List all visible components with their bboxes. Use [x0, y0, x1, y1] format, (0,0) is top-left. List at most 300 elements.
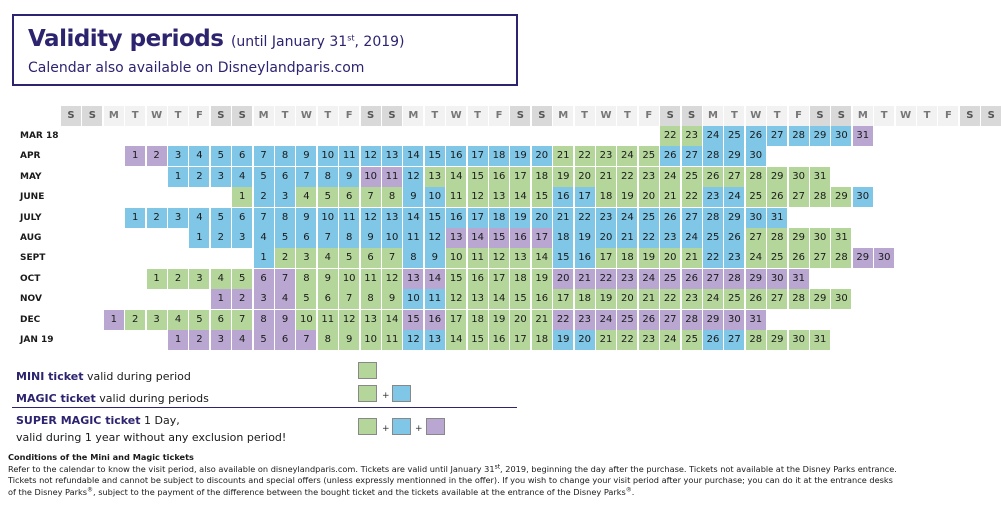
day-cell: 8 [403, 248, 423, 268]
weekday-header: M [703, 106, 723, 126]
day-cell: 15 [468, 330, 488, 350]
title-text: Validity periods [28, 26, 224, 52]
day-cell: 28 [767, 228, 787, 248]
day-cell: 31 [789, 269, 809, 289]
day-cell: 6 [254, 269, 274, 289]
day-cell: 20 [575, 330, 595, 350]
conditions-text-2 [8, 475, 893, 497]
day-cell: 27 [746, 228, 766, 248]
day-cell: 29 [724, 208, 744, 228]
subtitle-post: , 2019) [354, 34, 405, 50]
super-magic-ticket-legend [16, 414, 180, 427]
day-cell: 27 [724, 330, 744, 350]
day-cell: 14 [425, 269, 445, 289]
day-cell: 5 [254, 167, 274, 187]
conditions-section [8, 452, 903, 497]
day-cell: 10 [446, 248, 466, 268]
day-cell: 10 [425, 187, 445, 207]
day-cell: 21 [639, 289, 659, 309]
day-cell: 4 [254, 228, 274, 248]
plus-sign: + [382, 424, 390, 434]
day-cell: 16 [446, 146, 466, 166]
day-cell: 13 [425, 167, 445, 187]
day-cell: 30 [810, 228, 830, 248]
day-cell: 21 [682, 248, 702, 268]
day-cell: 22 [596, 269, 616, 289]
weekday-header: T [125, 106, 145, 126]
day-cell: 7 [318, 228, 338, 248]
day-cell: 6 [318, 289, 338, 309]
day-cell: 20 [575, 167, 595, 187]
day-cell: 29 [810, 289, 830, 309]
day-cell: 16 [575, 248, 595, 268]
weekday-header: S [831, 106, 851, 126]
cond-text1-post: , 2019, beginning the day after the purchase. Tickets not available at the Disney Parks entrance. [500, 464, 897, 475]
day-cell: 14 [489, 289, 509, 309]
day-cell: 30 [831, 289, 851, 309]
day-cell: 13 [489, 187, 509, 207]
day-cell: 27 [767, 289, 787, 309]
day-cell: 25 [639, 146, 659, 166]
day-cell: 2 [254, 187, 274, 207]
supermagic-blue-swatch [392, 418, 411, 435]
day-cell: 8 [275, 208, 295, 228]
day-cell: 10 [361, 167, 381, 187]
day-cell: 18 [489, 146, 509, 166]
day-cell: 25 [660, 269, 680, 289]
month-label: JUNE [20, 192, 45, 203]
weekday-header: S [510, 106, 530, 126]
day-cell: 23 [639, 330, 659, 350]
day-cell: 3 [168, 208, 188, 228]
day-cell: 19 [532, 269, 552, 289]
day-cell: 1 [254, 248, 274, 268]
day-cell: 12 [403, 330, 423, 350]
day-cell: 28 [724, 269, 744, 289]
day-cell: 22 [660, 289, 680, 309]
day-cell: 11 [403, 228, 423, 248]
day-cell: 19 [617, 187, 637, 207]
day-cell: 29 [831, 187, 851, 207]
cond-text2-reg1: ® [87, 486, 94, 494]
weekday-header: S [361, 106, 381, 126]
day-cell: 30 [746, 146, 766, 166]
day-cell: 24 [682, 228, 702, 248]
day-cell: 5 [211, 146, 231, 166]
day-cell: 11 [468, 248, 488, 268]
day-cell: 15 [553, 248, 573, 268]
day-cell: 22 [617, 330, 637, 350]
day-cell: 19 [510, 208, 530, 228]
super-magic-desc-2: valid during 1 year without any exclusion period! [16, 431, 287, 444]
day-cell: 5 [211, 208, 231, 228]
month-label: MAR 18 [20, 131, 59, 141]
day-cell: 11 [339, 146, 359, 166]
day-cell: 16 [532, 289, 552, 309]
day-cell: 21 [553, 208, 573, 228]
weekday-header: T [617, 106, 637, 126]
weekday-header: W [147, 106, 167, 126]
weekday-header: T [874, 106, 894, 126]
day-cell: 26 [639, 310, 659, 330]
conditions-title: Conditions of the Mini and Magic tickets [8, 452, 194, 462]
day-cell: 26 [724, 228, 744, 248]
day-cell: 18 [532, 167, 552, 187]
weekday-header: S [382, 106, 402, 126]
day-cell: 18 [532, 330, 552, 350]
day-cell: 5 [275, 228, 295, 248]
weekday-header: M [104, 106, 124, 126]
day-cell: 20 [596, 228, 616, 248]
day-cell: 14 [510, 187, 530, 207]
day-cell: 14 [403, 208, 423, 228]
day-cell: 7 [382, 248, 402, 268]
magic-ticket-name: MAGIC ticket [16, 392, 96, 405]
day-cell: 27 [767, 126, 787, 146]
day-cell: 15 [510, 289, 530, 309]
day-cell: 5 [339, 248, 359, 268]
day-cell: 14 [382, 310, 402, 330]
day-cell: 17 [510, 330, 530, 350]
day-cell: 23 [682, 289, 702, 309]
day-cell: 13 [361, 310, 381, 330]
day-cell: 2 [189, 330, 209, 350]
day-cell: 6 [361, 248, 381, 268]
day-cell: 17 [532, 228, 552, 248]
day-cell: 24 [617, 208, 637, 228]
day-cell: 24 [724, 187, 744, 207]
day-cell: 29 [810, 126, 830, 146]
day-cell: 19 [639, 248, 659, 268]
day-cell: 8 [318, 167, 338, 187]
weekday-header: S [82, 106, 102, 126]
day-cell: 18 [617, 248, 637, 268]
day-cell: 29 [789, 228, 809, 248]
month-label: NOV [20, 294, 42, 305]
day-cell: 23 [682, 126, 702, 146]
day-cell: 30 [746, 208, 766, 228]
day-cell: 15 [425, 208, 445, 228]
day-cell: 29 [724, 146, 744, 166]
day-cell: 12 [339, 310, 359, 330]
month-label: DEC [20, 314, 41, 325]
day-cell: 25 [724, 126, 744, 146]
day-cell: 11 [318, 310, 338, 330]
day-cell: 23 [724, 248, 744, 268]
weekday-header: T [468, 106, 488, 126]
day-cell: 2 [147, 146, 167, 166]
weekday-header: S [981, 106, 1001, 126]
day-cell: 23 [596, 146, 616, 166]
day-cell: 7 [361, 187, 381, 207]
weekday-header: M [553, 106, 573, 126]
day-cell: 30 [767, 269, 787, 289]
day-cell: 16 [489, 330, 509, 350]
weekday-header: S [810, 106, 830, 126]
day-cell: 13 [382, 208, 402, 228]
weekday-header: S [61, 106, 81, 126]
day-cell: 12 [403, 167, 423, 187]
day-cell: 17 [575, 187, 595, 207]
day-cell: 18 [596, 187, 616, 207]
day-cell: 21 [596, 330, 616, 350]
day-cell: 9 [339, 330, 359, 350]
cond-text2-post: . [631, 486, 635, 497]
day-cell: 3 [296, 248, 316, 268]
day-cell: 2 [147, 208, 167, 228]
day-cell: 24 [703, 126, 723, 146]
day-cell: 22 [660, 126, 680, 146]
weekday-header: F [789, 106, 809, 126]
day-cell: 22 [553, 310, 573, 330]
day-cell: 2 [275, 248, 295, 268]
day-cell: 13 [425, 330, 445, 350]
day-cell: 30 [724, 310, 744, 330]
weekday-header: T [168, 106, 188, 126]
day-cell: 23 [703, 187, 723, 207]
day-cell: 28 [682, 310, 702, 330]
day-cell: 4 [275, 289, 295, 309]
day-cell: 25 [703, 228, 723, 248]
day-cell: 20 [639, 187, 659, 207]
day-cell: 30 [789, 330, 809, 350]
day-cell: 7 [296, 330, 316, 350]
mini-ticket-desc: valid during period [83, 370, 191, 383]
month-label: JAN 19 [20, 335, 54, 345]
mini-ticket-name: MINI ticket [16, 370, 84, 383]
day-cell: 2 [189, 167, 209, 187]
day-cell: 21 [532, 310, 552, 330]
day-cell: 28 [789, 126, 809, 146]
day-cell: 29 [767, 167, 787, 187]
day-cell: 10 [318, 208, 338, 228]
day-cell: 23 [639, 167, 659, 187]
subtitle-pre: (until January 31 [230, 34, 348, 50]
day-cell: 11 [425, 289, 445, 309]
day-cell: 4 [168, 310, 188, 330]
day-cell: 6 [296, 228, 316, 248]
weekday-header: T [425, 106, 445, 126]
weekday-header: W [896, 106, 916, 126]
day-cell: 9 [275, 310, 295, 330]
day-cell: 11 [339, 208, 359, 228]
day-cell: 14 [468, 228, 488, 248]
supermagic-purple-swatch [426, 418, 445, 435]
weekday-header: W [446, 106, 466, 126]
day-cell: 17 [596, 248, 616, 268]
day-cell: 21 [553, 146, 573, 166]
day-cell: 25 [617, 310, 637, 330]
day-cell: 7 [254, 208, 274, 228]
weekday-header: T [917, 106, 937, 126]
day-cell: 8 [382, 187, 402, 207]
day-cell: 19 [575, 228, 595, 248]
day-cell: 25 [639, 208, 659, 228]
day-cell: 4 [296, 187, 316, 207]
day-cell: 5 [189, 310, 209, 330]
day-cell: 5 [318, 187, 338, 207]
day-cell: 10 [296, 310, 316, 330]
day-cell: 22 [703, 248, 723, 268]
day-cell: 31 [746, 310, 766, 330]
supermagic-green-swatch [358, 418, 377, 435]
day-cell: 13 [382, 146, 402, 166]
day-cell: 1 [168, 330, 188, 350]
day-cell: 30 [789, 167, 809, 187]
subtitle-sup: st [347, 33, 355, 43]
day-cell: 23 [575, 310, 595, 330]
day-cell: 24 [596, 310, 616, 330]
day-cell: 8 [318, 330, 338, 350]
day-cell: 18 [553, 228, 573, 248]
day-cell: 29 [746, 269, 766, 289]
day-cell: 21 [617, 228, 637, 248]
day-cell: 9 [296, 208, 316, 228]
day-cell: 17 [553, 289, 573, 309]
day-cell: 7 [296, 167, 316, 187]
day-cell: 20 [553, 269, 573, 289]
day-cell: 12 [382, 269, 402, 289]
day-cell: 27 [682, 208, 702, 228]
day-cell: 15 [489, 228, 509, 248]
day-cell: 6 [232, 146, 252, 166]
cond-text1-sup: st [494, 463, 501, 471]
day-cell: 26 [789, 248, 809, 268]
day-cell: 1 [104, 310, 124, 330]
day-cell: 24 [660, 330, 680, 350]
magic-ticket-desc: valid during periods [95, 392, 209, 405]
day-cell: 21 [575, 269, 595, 289]
day-cell: 3 [211, 167, 231, 187]
day-cell: 4 [211, 269, 231, 289]
day-cell: 7 [275, 269, 295, 289]
day-cell: 9 [425, 248, 445, 268]
day-cell: 15 [425, 146, 445, 166]
weekday-header: S [960, 106, 980, 126]
day-cell: 11 [361, 269, 381, 289]
day-cell: 9 [339, 167, 359, 187]
day-cell: 9 [296, 146, 316, 166]
day-cell: 3 [275, 187, 295, 207]
day-cell: 7 [232, 310, 252, 330]
day-cell: 18 [468, 310, 488, 330]
day-cell: 28 [746, 330, 766, 350]
conditions-text-1 [8, 464, 897, 474]
magic-green-swatch [358, 385, 377, 402]
day-cell: 29 [767, 330, 787, 350]
day-cell: 16 [489, 167, 509, 187]
day-cell: 28 [789, 289, 809, 309]
cond-text1-pre: Refer to the calendar to know the visit period, also available on disneylandparis.com. Tickets are valid until January 31 [8, 464, 495, 475]
day-cell: 6 [211, 310, 231, 330]
day-cell: 8 [361, 289, 381, 309]
day-cell: 16 [553, 187, 573, 207]
weekday-header: S [682, 106, 702, 126]
day-cell: 25 [682, 167, 702, 187]
day-cell: 10 [361, 330, 381, 350]
day-cell: 12 [489, 248, 509, 268]
day-cell: 1 [147, 269, 167, 289]
weekday-header: W [296, 106, 316, 126]
day-cell: 15 [446, 269, 466, 289]
weekday-header: T [275, 106, 295, 126]
day-cell: 17 [468, 208, 488, 228]
day-cell: 4 [189, 208, 209, 228]
day-cell: 18 [510, 269, 530, 289]
day-cell: 13 [468, 289, 488, 309]
day-cell: 3 [211, 330, 231, 350]
day-cell: 26 [703, 330, 723, 350]
day-cell: 28 [703, 146, 723, 166]
day-cell: 11 [446, 187, 466, 207]
day-cell: 18 [489, 208, 509, 228]
weekday-header: T [724, 106, 744, 126]
day-cell: 17 [446, 310, 466, 330]
day-cell: 23 [660, 228, 680, 248]
day-cell: 22 [575, 146, 595, 166]
day-cell: 11 [382, 330, 402, 350]
day-cell: 5 [254, 330, 274, 350]
day-cell: 3 [254, 289, 274, 309]
day-cell: 3 [168, 146, 188, 166]
day-cell: 13 [403, 269, 423, 289]
day-cell: 16 [468, 269, 488, 289]
cond-text2-mid: , subject to the payment of the difference between the bought ticket and the tickets available at the entrance of the Disney Parks [93, 486, 626, 497]
month-label: MAY [20, 171, 42, 182]
day-cell: 5 [296, 289, 316, 309]
weekday-header: F [938, 106, 958, 126]
weekday-header: S [211, 106, 231, 126]
day-cell: 21 [660, 187, 680, 207]
day-cell: 20 [510, 310, 530, 330]
day-cell: 8 [296, 269, 316, 289]
day-cell: 12 [425, 228, 445, 248]
day-cell: 3 [189, 269, 209, 289]
day-cell: 2 [125, 310, 145, 330]
day-cell: 24 [660, 167, 680, 187]
day-cell: 15 [403, 310, 423, 330]
weekday-header: M [403, 106, 423, 126]
day-cell: 9 [382, 289, 402, 309]
weekday-header: T [767, 106, 787, 126]
weekday-header: S [532, 106, 552, 126]
day-cell: 18 [575, 289, 595, 309]
day-cell: 26 [660, 146, 680, 166]
day-cell: 27 [810, 248, 830, 268]
day-cell: 24 [703, 289, 723, 309]
day-cell: 26 [767, 187, 787, 207]
day-cell: 22 [639, 228, 659, 248]
day-cell: 10 [318, 146, 338, 166]
day-cell: 3 [232, 228, 252, 248]
mini-green-swatch [358, 362, 377, 379]
month-label: APR [20, 151, 41, 162]
weekday-header: T [318, 106, 338, 126]
weekday-header: W [596, 106, 616, 126]
day-cell: 1 [189, 228, 209, 248]
day-cell: 8 [339, 228, 359, 248]
day-cell: 1 [211, 289, 231, 309]
day-cell: 14 [446, 330, 466, 350]
day-cell: 10 [339, 269, 359, 289]
day-cell: 13 [510, 248, 530, 268]
day-cell: 6 [232, 208, 252, 228]
magic-ticket-legend [16, 392, 209, 405]
day-cell: 28 [810, 187, 830, 207]
day-cell: 4 [189, 146, 209, 166]
super-magic-ticket-name: SUPER MAGIC ticket [16, 414, 141, 427]
day-cell: 29 [853, 248, 873, 268]
